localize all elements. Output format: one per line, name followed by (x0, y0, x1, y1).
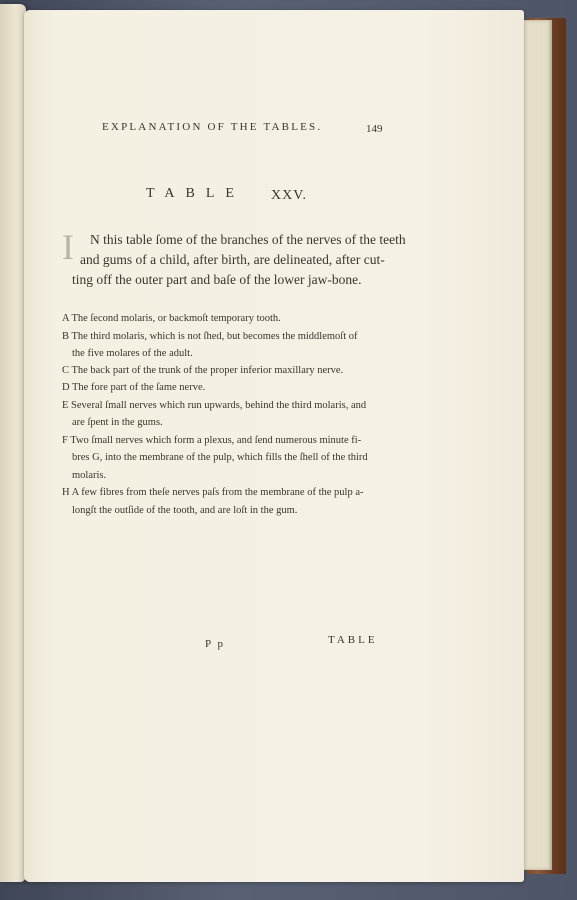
page-edges (520, 20, 552, 870)
catchword: TABLE (328, 634, 378, 646)
item-e: E Several ſmall nerves which run upwards, behind the third molaris, and (62, 400, 367, 411)
item-f-cont: bres G, into the membrane of the pulp, which fills the ſhell of the third (72, 452, 368, 463)
item-d: D The fore part of the ſame nerve. (62, 382, 206, 393)
left-page-edge (0, 4, 26, 882)
item-h: H A few fibres from theſe nerves paſs from the membrane of the pulp a- (62, 487, 364, 498)
intro-line-3: ting off the outer part and baſe of the lower jaw-bone. (72, 272, 362, 287)
item-c: C The back part of the trunk of the proper inferior maxillary nerve. (62, 365, 344, 376)
item-e-cont: are ſpent in the gums. (72, 417, 163, 428)
drop-cap: I (62, 227, 74, 267)
item-a: A The ſecond molaris, or backmoſt temporary tooth. (62, 313, 281, 324)
item-f: F Two ſmall nerves which form a plexus, and ſend numerous minute fi- (62, 435, 362, 446)
item-h-cont: longſt the outſide of the tooth, and are loſt in the gum. (72, 505, 298, 516)
signature-mark: P p (205, 638, 225, 650)
running-title: EXPLANATION OF THE TABLES. (102, 121, 323, 133)
item-b: B The third molaris, which is not ſhed, but becomes the middlemoſt of (62, 331, 358, 342)
intro-line-1: N this table ſome of the branches of the nerves of the teeth (90, 232, 406, 247)
page-number: 149 (366, 123, 383, 135)
item-b-cont: the five molares of the adult. (72, 348, 193, 359)
table-number: XXV. (271, 188, 308, 203)
book-page (24, 10, 524, 882)
intro-line-2: and gums of a child, after birth, are delineated, after cut- (80, 252, 385, 267)
item-f-cont-2: molaris. (72, 470, 107, 481)
table-title: TABLE (146, 186, 245, 201)
